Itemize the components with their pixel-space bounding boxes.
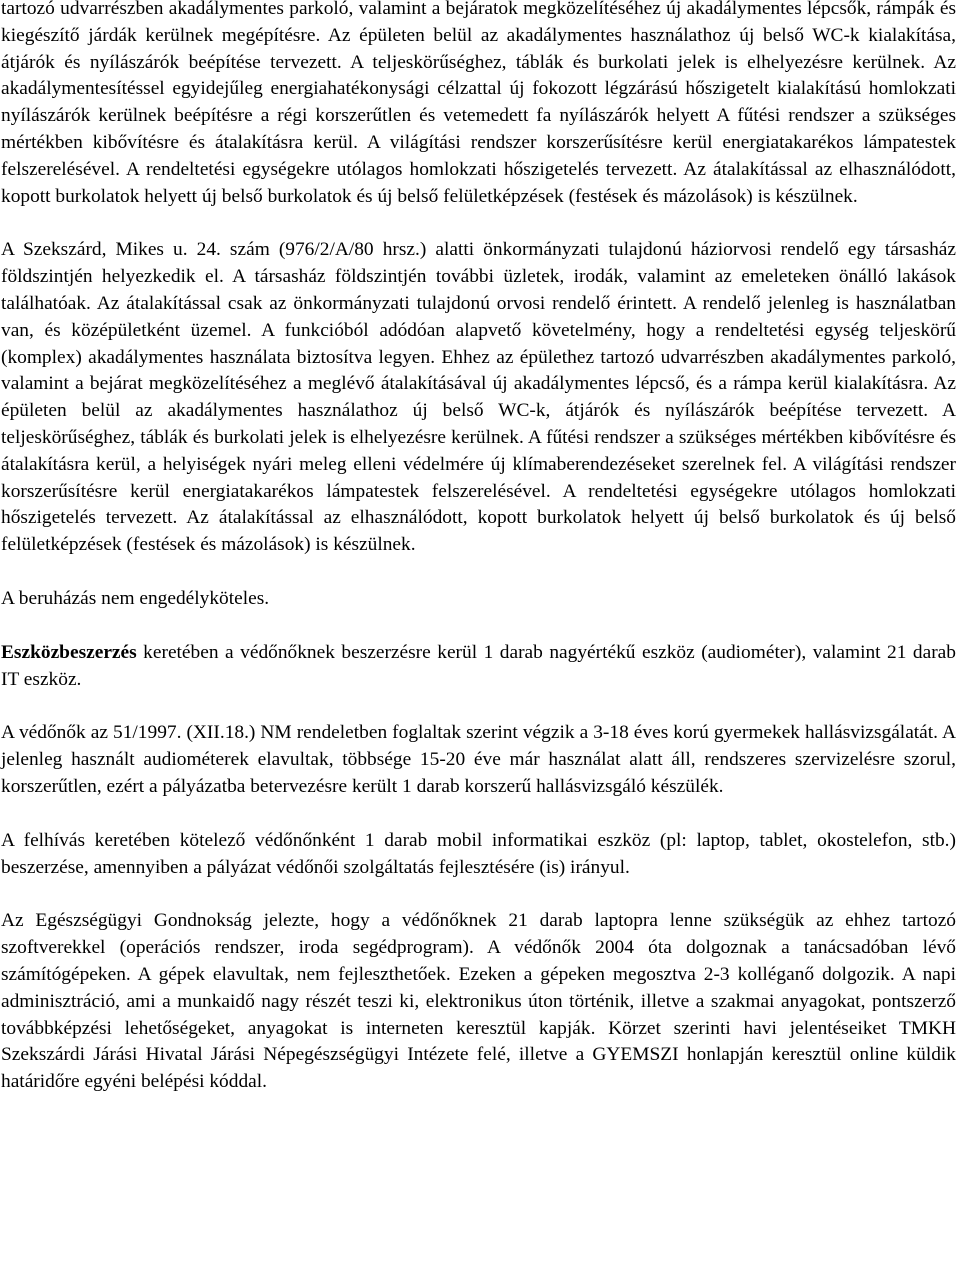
paragraph-mikes-street-clinic <box>1 237 956 559</box>
paragraph-text: A beruházás nem engedélyköteles. <box>1 587 270 609</box>
paragraph-text: A Szekszárd, Mikes u. 24. szám (976/2/A/80 hrsz.) alatti önkormányzati tulajdonú háziorvosi rendelő egy társasház földszintjén helyezkedik el. A társasház földszintjén további üzletek, irodák, valamint az emeleteken önálló lakások találhatóak. Az átalakítással csak az önkormányzati tulajdonú orvosi rendelő érintett. A rendelő jelenleg is használatban van, és középületként üzemel. A funkcióból adódóan alapvető követelmény, hogy a rendeltetési egység teljeskörű (komplex) akadálymentes használata biztosítva legyen. Ehhez az épülethez tartozó udvarrészben akadálymentes parkoló, valamint a bejárat megközelítéséhez a meglévő átalakításával új akadálymentes lépcső, és a rámpa kerül kialakításra. Az épületen belül az akadálymentes használathoz új belső WC-k, átjárók és nyílászárók beépítése tervezett. A teljeskörűséghez, táblák és burkolati jelek is elhelyezésre kerülnek. A fűtési rendszer a szükséges mértékben kibővítésre és átalakításra kerül, a helyiségek nyári meleg elleni védelmére új klímaberendezéseket szerelnek fel. A világítási rendszer korszerűsítésre kerül energiatakarékos lámpatestek felszerelésével. A rendeltetési egységekre utólagos homlokzati hőszigetelés tervezett. Az átalakítással az elhasználódott, kopott burkolatok helyett új belső burkolatok és új belső felületképzések (festések és mázolások) is készülnek. <box>1 239 956 556</box>
paragraph-accessibility-works <box>1 0 956 210</box>
paragraph-permit-note <box>1 586 956 613</box>
paragraph-laptop-needs <box>1 908 956 1096</box>
paragraph-hearing-tests <box>1 720 956 800</box>
paragraph-text: A védőnők az 51/1997. (XII.18.) NM rendeletben foglaltak szerint végzik a 3-18 éves korú gyermekek hallásvizsgálatát. A jelenleg használt audiométerek elavultak, többsége 15-20 éve már használat alatt áll, rendszeres szervizelésre szorul, korszerűtlen, ezért a pályázatba betervezésre került 1 darab korszerű hallásvizsgáló készülék. <box>1 722 956 797</box>
paragraph-text: A felhívás keretében kötelező védőnőnként 1 darab mobil informatikai eszköz (pl: laptop, tablet, okostelefon, stb.) beszerzése, amennyiben a pályázat védőnői szolgáltatás fejlesztésére (is) irányul. <box>1 829 956 878</box>
paragraph-text: keretében a védőnőknek beszerzésre kerül 1 darab nagyértékű eszköz (audiométer), valamint 21 darab IT eszköz. <box>1 641 956 690</box>
paragraph-text: tartozó udvarrészben akadálymentes parkoló, valamint a bejáratok megközelítéséhez új akadálymentes lépcsők, rámpák és kiegészítő járdák kerülnek megépítésre. Az épületen belül az akadálymentes használathoz új belső WC-k kialakítása, átjárók és nyílászárók beépítése tervezett. A teljeskörűséghez, táblák és burkolati jelek is elhelyezésre kerülnek. Az akadálymentesítéssel egyidejűleg energiahatékonysági célzattal új fokozott légzárású hőszigetelt kialakítású homlokzati nyílászárók kerülnek beépítésre a régi korszerűtlen és vetemedett fa nyílászárók helyett A fűtési rendszer a szükséges mértékben kibővítésre és átalakításra kerül. A világítási rendszer korszerűsítésre kerül energiatakarékos lámpatestek felszerelésével. A rendeltetési egységekre utólagos homlokzati hőszigetelés tervezett. Az átalakítással az elhasználódott, kopott burkolatok helyett új belső burkolatok és új belső felületképzések (festések és mázolások) is készülnek. <box>1 0 956 207</box>
paragraph-equipment-procurement <box>1 640 956 694</box>
paragraph-text: Az Egészségügyi Gondnokság jelezte, hogy a védőnőknek 21 darab laptopra lenne szükségük az ehhez tartozó szoftverekkel (operációs rendszer, iroda segédprogram). A védőnők 2004 óta dolgoznak a tanácsadóban lévő számítógépeken. A gépek elavultak, nem fejleszthetőek. Ezeken a gépeken megosztva 2-3 kolléganő dolgozik. A napi adminisztráció, ami a munkaidő nagy részét teszi ki, elektronikus úton történik, illetve a szakmai anyagokat, pontszerző továbbképzési lehetőségeket, anyagokat is interneten keresztül kapják. Körzet szerinti havi jelentéseiket TMKH Szekszárdi Járási Hivatal Járási Népegészségügyi Intézete felé, illetve a GYEMSZI honlapján keresztül online küldik határidőre egyéni belépési kóddal. <box>1 910 956 1093</box>
paragraph-bold-lead: Eszközbeszerzés <box>1 641 137 663</box>
paragraph-mobile-devices <box>1 828 956 882</box>
